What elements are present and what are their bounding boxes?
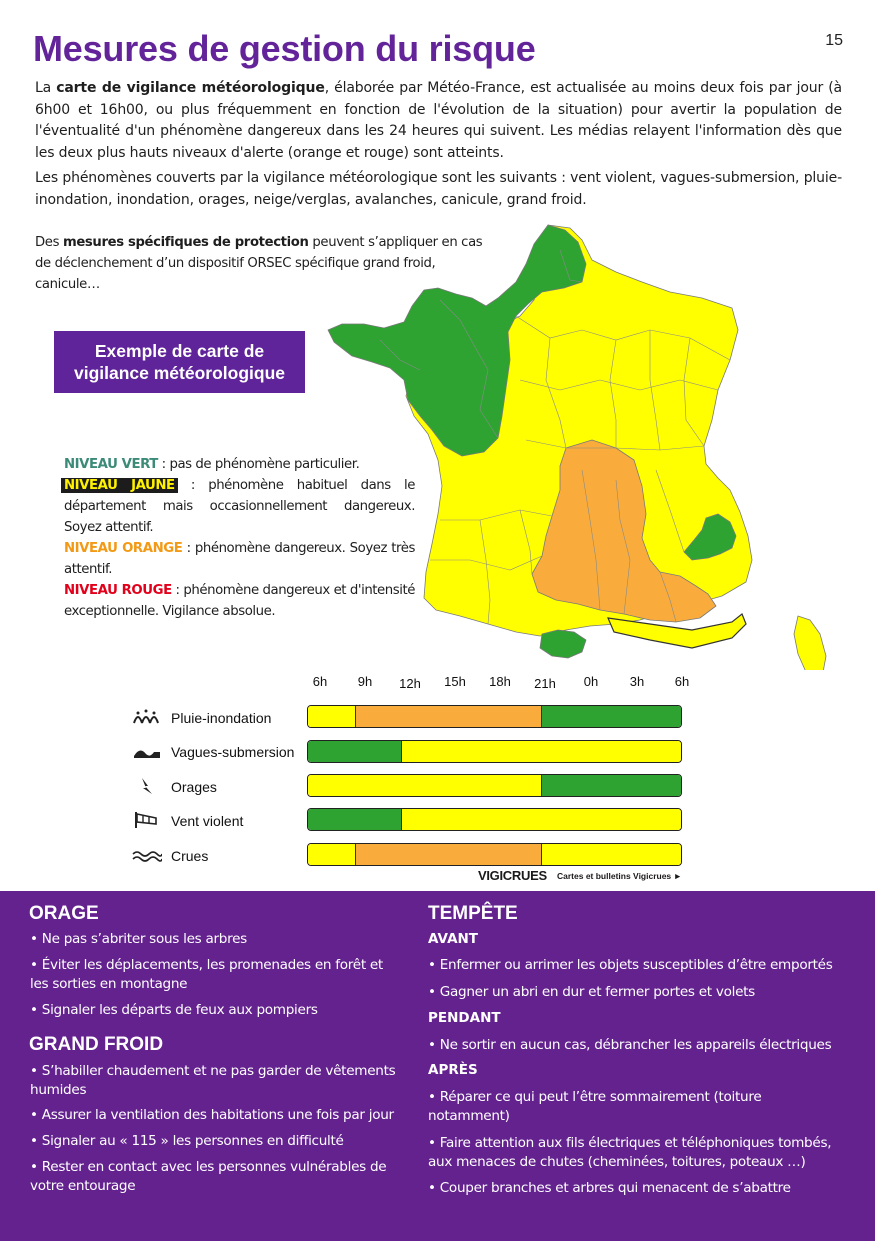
timeline-bar-vent-violent xyxy=(307,808,682,831)
intro-paragraph-3: Des mesures spécifiques de protection peuvent s’appliquer en cas de déclenchement d’un dispositif ORSEC spécifique grand froid, canicule… xyxy=(35,235,483,292)
vigicrues-link[interactable]: Cartes et bulletins Vigicrues ► xyxy=(557,871,682,881)
row-label-orages: Orages xyxy=(171,779,217,795)
timeline-bar-vagues-submersion xyxy=(307,740,682,763)
orage-heading: ORAGE xyxy=(29,903,99,924)
tempete-avant-item: • Gagner un abri en dur et fermer portes et volets xyxy=(428,984,755,1000)
legend-jaune: NIVEAU JAUNE : phénomène habituel dans le département mais occasionnellement dangereux. Soyez attentif. xyxy=(64,475,415,538)
tempete-avant-item: • Enfermer ou arrimer les objets susceptibles d’être emportés xyxy=(428,957,833,973)
legend-rouge: NIVEAU ROUGE : phénomène dangereux et d'intensité exceptionnelle. Vigilance absolue. xyxy=(64,583,415,619)
timeline-segment-green xyxy=(308,809,401,830)
timeline-segment-yellow xyxy=(401,741,681,762)
page-number: 15 xyxy=(825,32,843,49)
map-caption-line-1: Exemple de carte de xyxy=(94,341,265,361)
tempete-apres-heading: APRÈS xyxy=(428,1062,478,1078)
timeline-bar-pluie-inondation xyxy=(307,705,682,728)
grand-froid-item: • Rester en contact avec les personnes vulnérables de votre entourage xyxy=(30,1159,387,1194)
timeline-segment-green xyxy=(541,706,681,727)
timeline-segment-orange xyxy=(355,844,542,865)
tempete-apres-item: • Couper branches et arbres qui menacent de s’abattre xyxy=(428,1180,791,1196)
hour-label: 18h xyxy=(489,674,511,689)
timeline-segment-green xyxy=(308,741,401,762)
grand-froid-heading: GRAND FROID xyxy=(29,1034,164,1055)
hour-label: 3h xyxy=(629,674,645,689)
tempete-heading: TEMPÊTE xyxy=(428,903,518,924)
hour-label: 6h xyxy=(674,674,690,689)
map-corsica xyxy=(794,616,826,670)
advice-section xyxy=(0,891,875,1241)
legend-orange: NIVEAU ORANGE : phénomène dangereux. Soyez très attentif. xyxy=(64,541,415,577)
tempete-pendant-heading: PENDANT xyxy=(428,1010,501,1026)
orage-item: • Éviter les déplacements, les promenades en forêt et les sorties en montagne xyxy=(30,957,383,992)
orage-item: • Signaler les départs de feux aux pompiers xyxy=(30,1002,318,1018)
hour-label: 9h xyxy=(357,674,373,689)
grand-froid-item: • Signaler au « 115 » les personnes en difficulté xyxy=(30,1133,344,1149)
map-caption-line-2: vigilance météorologique xyxy=(73,363,286,383)
orage-item: • Ne pas s’abriter sous les arbres xyxy=(30,931,247,947)
tempete-apres-item: • Faire attention aux fils électriques et téléphoniques tombés, aux menaces de chutes (cheminées, toitures, poteaux …) xyxy=(428,1135,832,1170)
timeline-segment-yellow xyxy=(308,706,355,727)
hour-label: 15h xyxy=(444,674,466,689)
vigicrues-logo: VIGICRUES xyxy=(478,868,547,883)
map-caption-box xyxy=(54,331,305,393)
row-label-vent-violent: Vent violent xyxy=(171,813,244,829)
timeline-segment-yellow xyxy=(308,844,355,865)
grand-froid-item: • S’habiller chaudement et ne pas garder de vêtements humides xyxy=(30,1063,396,1098)
hour-label: 0h xyxy=(583,674,599,689)
river-icon xyxy=(132,846,162,866)
legend-vert: NIVEAU VERT : pas de phénomène particulier. xyxy=(64,457,360,472)
timeline-segment-yellow xyxy=(541,844,681,865)
vigilance-legend xyxy=(64,454,415,622)
row-label-vagues-submersion: Vagues-submersion xyxy=(171,744,295,760)
timeline-segment-orange xyxy=(355,706,542,727)
row-label-crues: Crues xyxy=(171,848,209,864)
lightning-icon xyxy=(132,776,162,796)
intro-paragraph-1: La carte de vigilance météorologique, élaborée par Météo-France, est actualisée au moins deux fois par jour (à 6h00 et 16h00, ou plus fréquemment en fonction de l'évolution de la situation) pour avertir la population de l'éventualité d'un phénomène dangereux dans les 24 heures qui suivent. Les médias relayent l'information dès que les deux plus hauts niveaux d'alerte (orange et rouge) sont atteints. xyxy=(35,80,842,161)
intro-paragraph-2: Les phénomènes couverts par la vigilance météorologique sont les suivants : vent violent, vagues-submersion, pluie-inondation, inondation, orages, neige/verglas, avalanches, canicule, grand froid. xyxy=(35,170,842,208)
wave-icon xyxy=(132,742,162,762)
timeline-bar-orages xyxy=(307,774,682,797)
row-label-pluie-inondation: Pluie-inondation xyxy=(171,710,272,726)
tempete-pendant-item: • Ne sortir en aucun cas, débrancher les appareils électriques xyxy=(428,1037,832,1053)
timeline-segment-yellow xyxy=(401,809,681,830)
timeline-segment-yellow xyxy=(308,775,541,796)
hour-label: 6h xyxy=(312,674,328,689)
rain-flood-icon xyxy=(132,707,162,727)
page-title: Mesures de gestion du risque xyxy=(33,28,536,69)
windsock-icon xyxy=(132,810,162,830)
grand-froid-item: • Assurer la ventilation des habitations une fois par jour xyxy=(30,1107,394,1123)
map-zone-green-south xyxy=(540,630,586,658)
hour-label: 21h xyxy=(534,676,556,691)
hour-label: 12h xyxy=(399,676,421,691)
timeline-segment-green xyxy=(541,775,681,796)
tempete-apres-item: • Réparer ce qui peut l’être sommairement (toiture notamment) xyxy=(428,1089,762,1124)
timeline-bar-crues xyxy=(307,843,682,866)
tempete-avant-heading: AVANT xyxy=(428,931,479,947)
